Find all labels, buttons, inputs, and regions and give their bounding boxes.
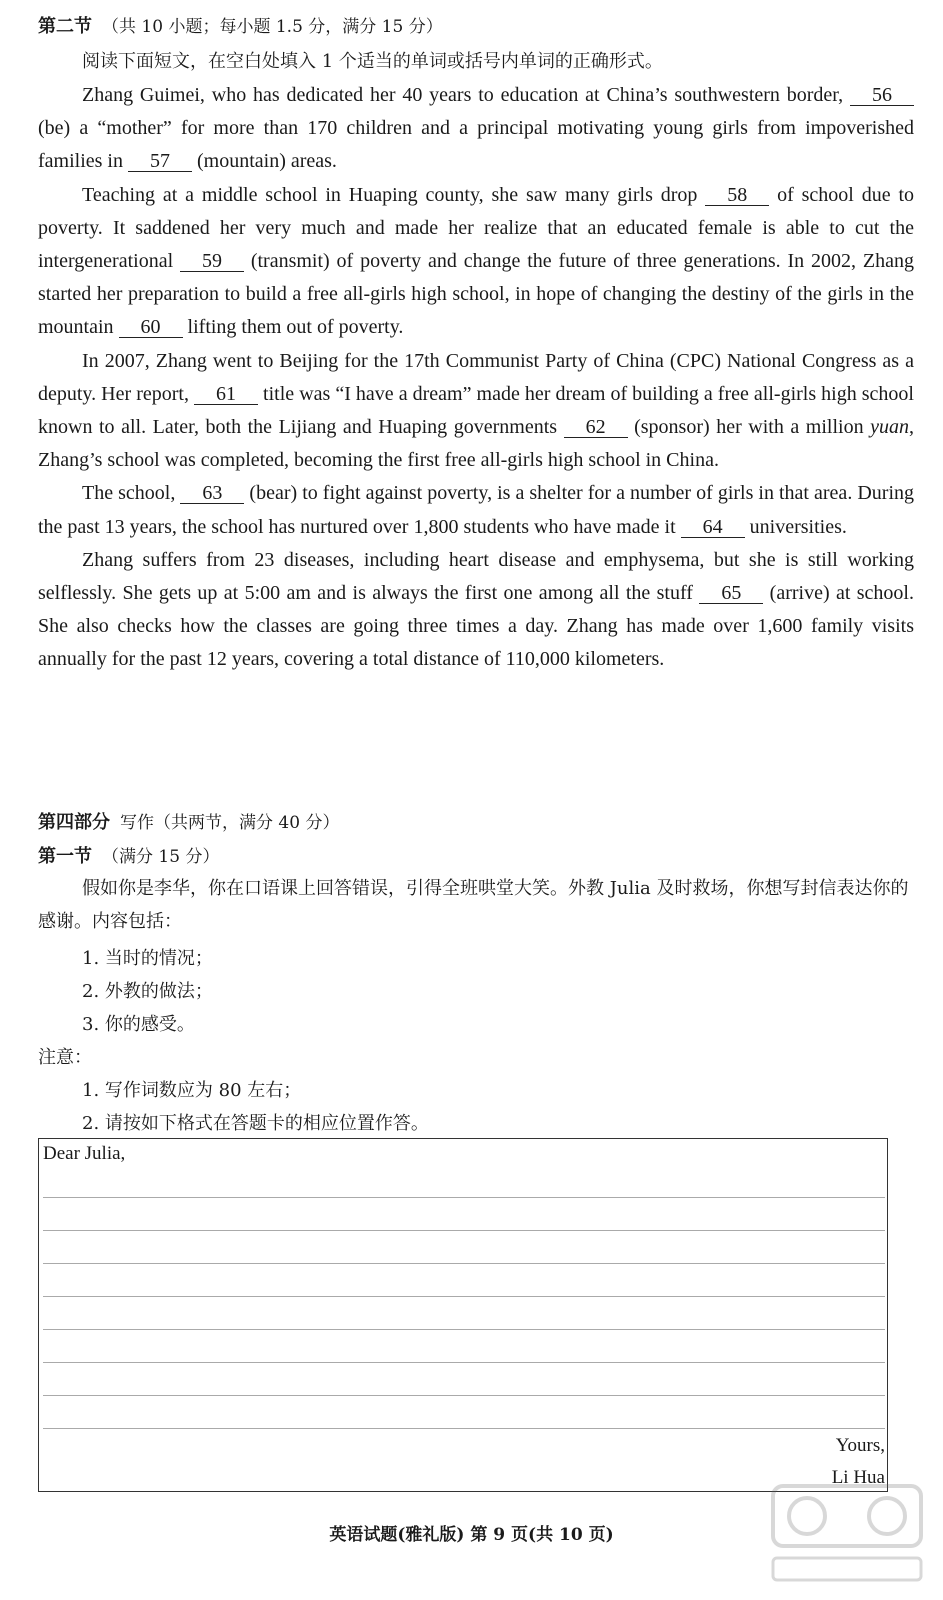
blank-62[interactable]: 62 bbox=[564, 417, 628, 438]
prompt-item-1: 1. 当时的情况； bbox=[82, 948, 213, 969]
writing-line bbox=[43, 1263, 885, 1264]
part4-header bbox=[38, 808, 339, 834]
blank-56[interactable]: 56 bbox=[850, 85, 914, 106]
section2-header bbox=[38, 12, 443, 38]
writing-line bbox=[43, 1329, 885, 1330]
writing-line bbox=[43, 1296, 885, 1297]
section1-subtitle: （满分 15 分） bbox=[102, 847, 220, 867]
note-2: 2. 请按如下格式在答题卡的相应位置作答。 bbox=[82, 1113, 429, 1134]
blank-65[interactable]: 65 bbox=[699, 583, 763, 604]
blank-63[interactable]: 63 bbox=[180, 483, 244, 504]
notes-title: 注意： bbox=[38, 1047, 92, 1068]
cloze-passage bbox=[38, 79, 914, 677]
letter-signature: Li Hua bbox=[831, 1467, 885, 1488]
section2-title: 第二节 bbox=[38, 16, 92, 37]
blank-57[interactable]: 57 bbox=[128, 151, 192, 172]
section2-instruction: 阅读下面短文，在空白处填入 1 个适当的单词或括号内单词的正确形式。 bbox=[82, 51, 663, 72]
blank-58[interactable]: 58 bbox=[705, 185, 769, 206]
paragraph-3: In 2007, Zhang went to Beijing for the 17th Communist Party of China (CPC) National Congress as a deputy. Her report, 61 title was “I have a dream” made her dream of building a free all-girls high school known to all. Later, both the Lijiang and Huaping governments 62 (sponsor) her with a million yuan, Zhang’s school was completed, becoming the first free all-girls high school in China. bbox=[38, 349, 914, 472]
page-footer: 英语试题(雅礼版) 第 9 页(共 10 页) bbox=[329, 1525, 614, 1545]
writing-line bbox=[43, 1395, 885, 1396]
watermark-logo-icon bbox=[767, 1478, 927, 1588]
blank-59[interactable]: 59 bbox=[180, 251, 244, 272]
section1-title: 第一节 bbox=[38, 846, 92, 867]
letter-salutation: Dear Julia, bbox=[43, 1143, 126, 1164]
section2-subtitle: （共 10 小题；每小题 1.5 分，满分 15 分） bbox=[102, 17, 443, 37]
part4-title: 第四部分 bbox=[38, 812, 110, 833]
paragraph-1: Zhang Guimei, who has dedicated her 40 years to education at China’s southwestern border, 56 (be) a “mother” for more than 170 children and a principal motivating young girls from impoverished families in 57 (mountain) areas. bbox=[38, 84, 914, 173]
writing-line bbox=[43, 1230, 885, 1231]
writing-line bbox=[43, 1197, 885, 1198]
section1-header bbox=[38, 842, 219, 868]
letter-closing: Yours, bbox=[835, 1435, 885, 1456]
paragraph-2: Teaching at a middle school in Huaping county, she saw many girls drop 58 of school due to poverty. It saddened her very much and made her realize that an educated female is able to cut the intergenerational 59 (transmit) of poverty and change the future of three generations. In 2002, Zhang started her preparation to build a free all-girls high school, in hope of changing the destiny of the girls in the mountain 60 lifting them out of poverty. bbox=[38, 183, 914, 339]
note-1: 1. 写作词数应为 80 左右； bbox=[82, 1080, 302, 1101]
blank-64[interactable]: 64 bbox=[681, 517, 745, 538]
writing-prompt: 假如你是李华，你在口语课上回答错误，引得全班哄堂大笑。外教 Julia 及时救场，你想写封信表达你的感谢。内容包括： bbox=[38, 878, 909, 932]
paragraph-5: Zhang suffers from 23 diseases, including heart disease and emphysema, but she is still working selflessly. She gets up at 5:00 am and is always the first one among all the stuff 65 (arrive) at school. She also checks how the classes are going three times a day. Zhang has made over 1,600 family visits annually for the past 12 years, covering a total distance of 110,000 kilometers. bbox=[38, 548, 914, 671]
prompt-item-3: 3. 你的感受。 bbox=[82, 1014, 195, 1035]
prompt-item-2: 2. 外教的做法； bbox=[82, 981, 213, 1002]
writing-line bbox=[43, 1362, 885, 1363]
letter-answer-box[interactable] bbox=[38, 1138, 888, 1492]
blank-61[interactable]: 61 bbox=[194, 384, 258, 405]
paragraph-4: The school, 63 (bear) to fight against poverty, is a shelter for a number of girls in that area. During the past 13 years, the school has nurtured over 1,800 students who have made it 64 universities. bbox=[38, 482, 915, 538]
blank-60[interactable]: 60 bbox=[119, 317, 183, 338]
part4-subtitle: 写作（共两节，满分 40 分） bbox=[120, 813, 340, 833]
writing-line bbox=[43, 1428, 885, 1429]
